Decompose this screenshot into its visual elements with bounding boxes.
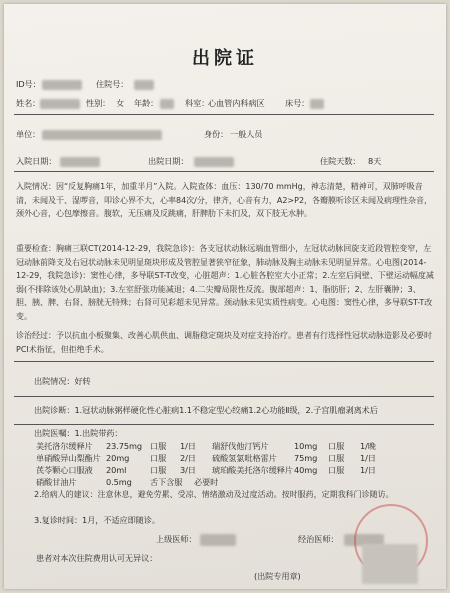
med-dose: 20mg bbox=[106, 453, 130, 463]
discharge-advice-label: 出院医嘱：1.出院带药： bbox=[34, 428, 123, 438]
admission-status: 入院情况：因“反复胸痛1年，加重半月”入院。入院查体：血压：130/70 mmHg，神志清楚，精神可，双肺呼吸音清，未闻及干、湿啰音，叩诊心界不大，心率84次/分，律齐，心音有力，A2>P2，各瓣膜听诊区未闻及病理性杂音，颈外心音，心包摩擦音。腹软，无压痛及反跳痛，肝脾肋下未扪及，双下肢无水肿。 bbox=[16, 182, 433, 218]
med-dose: 10mg bbox=[294, 441, 318, 451]
redacted-unit bbox=[42, 130, 162, 140]
redacted-seal-area bbox=[362, 544, 418, 584]
days-label: 住院天数： bbox=[320, 156, 361, 166]
section-divider bbox=[14, 361, 434, 362]
section-divider bbox=[14, 424, 434, 425]
med-name: 芪苓颗心口服液 bbox=[36, 465, 93, 475]
bed-label: 床号： bbox=[285, 98, 310, 108]
document-title: 出院证 bbox=[192, 48, 258, 69]
redacted-attending-signature bbox=[200, 534, 236, 546]
discharge-date-label: 出院日期： bbox=[148, 156, 189, 166]
med-route: 口服 bbox=[150, 465, 167, 475]
med-frequency: 1/日 bbox=[360, 453, 376, 463]
redacted-id bbox=[42, 80, 82, 90]
med-dose: 23.75mg bbox=[106, 441, 142, 451]
med-name: 琥珀酸美托洛尔缓释片 bbox=[212, 465, 293, 475]
redacted-age bbox=[160, 99, 174, 109]
med-frequency: 3/日 bbox=[180, 465, 196, 475]
fee-statement: 患者对本次住院费用认可无异议： bbox=[36, 553, 158, 563]
department-value: 心血管内科病区 bbox=[208, 98, 265, 108]
section-divider bbox=[14, 396, 434, 397]
redacted-bed bbox=[310, 99, 324, 109]
inpatient-no-label: 住院号： bbox=[96, 79, 129, 89]
exam-results: 重要检查：胸痛三联CT(2014-12-29，我院急诊)：各支冠状动脉远端血管细小，左冠状动脉回旋支近段管腔变窄，左冠动脉前降支及右冠状动脉未见明显斑块形成及管腔显著狭窄征象，肺动脉及胸主动脉未见明显异常。心电图(2014-12-29，我院急诊)：窦性心律，多导联ST-T改变，心脏超声：1.心脏各腔室大小正常；2.左室后间壁、下壁运动幅度减弱(不排除该处心肌缺血)；3.左室舒张功能减退；4.二尖瓣局限性反流。腹部超声：1、脂肪肝；2、左肝囊肿；3、胆、胰、脾、右肾、膀胱无特殊；右肾可见彩超未见异常。颈动脉未见实质性病变。心电图：窦性心律，多导联ST-T改变。 bbox=[16, 244, 434, 321]
info-divider bbox=[14, 171, 434, 172]
id-label: ID号： bbox=[16, 79, 41, 89]
med-dose: 20ml bbox=[106, 465, 127, 475]
advice-recommendation: 2.给病人的建议：注意休息，避免劳累、受凉、情绪激动及过度活动。按时服药，定期我科门诊随访。 bbox=[34, 490, 394, 499]
med-route: 口服 bbox=[328, 465, 345, 475]
redacted-admit-date bbox=[60, 157, 100, 167]
gender-value: 女 bbox=[116, 98, 125, 108]
redacted-discharge-date bbox=[194, 157, 234, 167]
admit-date-label: 入院日期： bbox=[16, 156, 57, 166]
discharge-certificate bbox=[4, 4, 446, 589]
follow-up-time: 3.复诊时间：1月，不适应即随诊。 bbox=[34, 515, 160, 525]
med-route: 口服 bbox=[328, 441, 345, 451]
med-frequency: 1/日 bbox=[360, 465, 376, 475]
med-name: 硝酸甘油片 bbox=[36, 477, 77, 487]
name-label: 姓名： bbox=[16, 98, 41, 108]
age-label: 年龄： bbox=[134, 98, 159, 108]
discharge-diagnosis: 出院诊断：1.冠状动脉粥样硬化性心脏病1.1不稳定型心绞痛1.2心功能Ⅱ级，2.子宫肌瘤剥离术后 bbox=[34, 405, 378, 415]
header-divider bbox=[14, 114, 434, 115]
treatment-course: 诊治经过：予以抗血小板聚集、改善心肌供血、调脂稳定斑块及对症支持治疗。患者有行选择性冠状动脉造影及必要时PCI术指征，但拒绝手术。 bbox=[16, 331, 432, 354]
gender-label: 性别： bbox=[86, 98, 111, 108]
identity-value: 一般人员 bbox=[230, 129, 263, 139]
med-name: 美托洛尔缓释片 bbox=[36, 441, 93, 451]
days-value: 8天 bbox=[368, 156, 382, 166]
med-name: 硫酸氢氯吡格雷片 bbox=[212, 453, 277, 463]
stamp-label: (出院专用章) bbox=[254, 571, 301, 581]
identity-label: 身份： bbox=[204, 129, 229, 139]
med-route: 口服 bbox=[150, 441, 167, 451]
med-route: 口服 bbox=[328, 453, 345, 463]
med-name: 瑞舒伐他汀钙片 bbox=[212, 441, 269, 451]
med-dose: 75mg bbox=[294, 453, 318, 463]
doctor-label: 经治医师： bbox=[298, 534, 339, 544]
attending-label: 上级医师： bbox=[156, 534, 197, 544]
med-route: 口服 bbox=[150, 453, 167, 463]
med-dose: 0.5mg bbox=[106, 477, 132, 487]
med-route: 舌下含服 bbox=[150, 477, 183, 487]
department-label: 科室： bbox=[185, 98, 210, 108]
med-frequency: 2/日 bbox=[180, 453, 196, 463]
med-dose: 40mg bbox=[294, 465, 318, 475]
med-frequency: 必要时 bbox=[194, 477, 219, 487]
discharge-status: 出院情况：好转 bbox=[34, 376, 91, 386]
redacted-name bbox=[40, 99, 80, 109]
med-frequency: 1/日 bbox=[180, 441, 196, 451]
med-name: 单硝酸异山梨酯片 bbox=[36, 453, 101, 463]
redacted-inpatient-no bbox=[134, 80, 154, 90]
med-frequency: 1/晚 bbox=[360, 441, 376, 451]
unit-label: 单位： bbox=[16, 129, 41, 139]
